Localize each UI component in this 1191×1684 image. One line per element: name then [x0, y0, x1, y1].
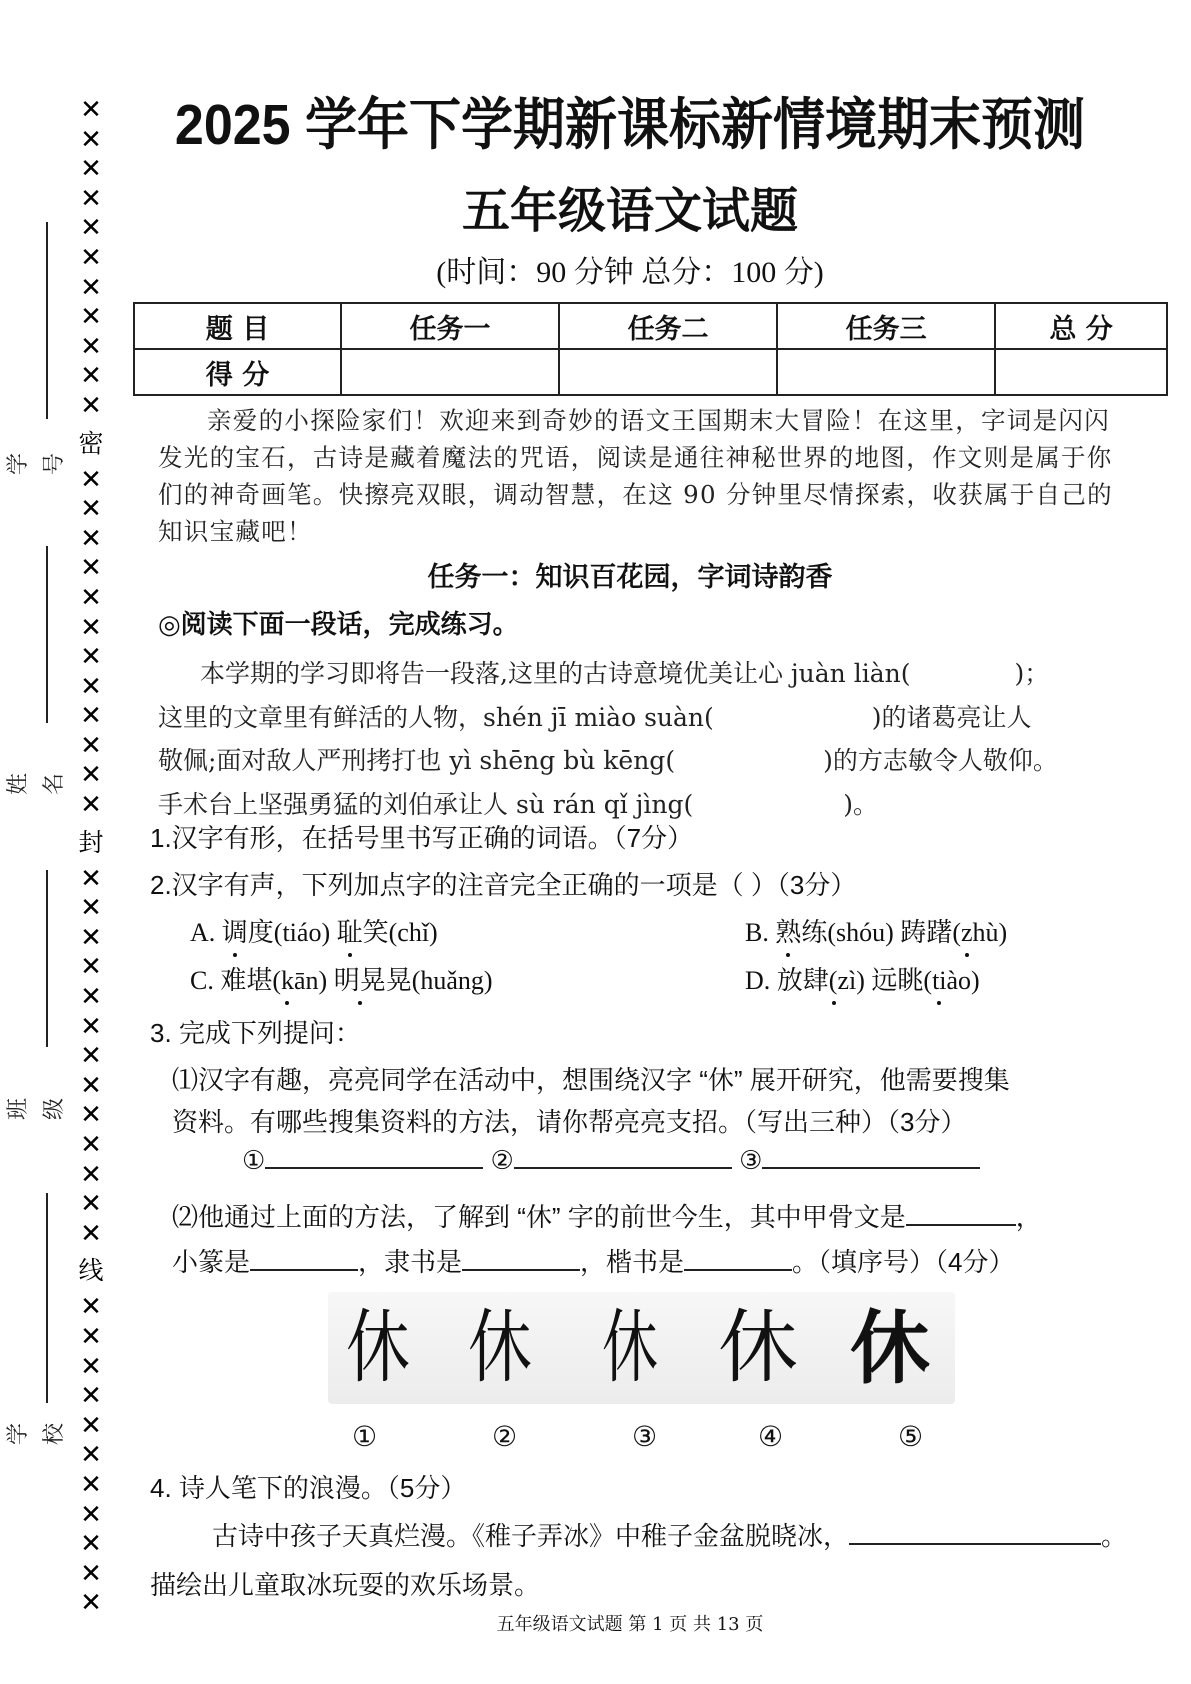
- option-d[interactable]: [745, 960, 980, 997]
- cross-mark-icon: ✕: [80, 1588, 102, 1619]
- glyph-regular: 休: [850, 1301, 930, 1395]
- question-3: 3. 完成下列提问：: [150, 1018, 361, 1048]
- field-line-school: [46, 1193, 48, 1403]
- dotted-char: 眺(tiào): [897, 960, 979, 997]
- cross-mark-icon: ✕: [80, 302, 102, 333]
- cross-mark-icon: ✕: [80, 331, 102, 362]
- dotted-char: 明晃: [334, 960, 386, 997]
- cross-mark-icon: ✕: [80, 523, 102, 554]
- answer-blank-method-2[interactable]: [514, 1143, 732, 1169]
- option-text: 笑(chǐ): [362, 918, 438, 947]
- passage-line: [158, 652, 1143, 696]
- question-4: 4. 诗人笔下的浪漫。（5分）: [150, 1473, 467, 1503]
- cross-mark-icon: ✕: [80, 790, 102, 821]
- cross-mark-icon: ✕: [80, 1440, 102, 1471]
- glyph-number: ③: [632, 1420, 658, 1453]
- pinyin-passage: [158, 652, 1143, 826]
- glyph-number: ②: [492, 1420, 518, 1453]
- blank-number: ①: [242, 1145, 266, 1175]
- option-text: 度(tiáo): [247, 918, 331, 947]
- cross-mark-icon: ✕: [80, 760, 102, 791]
- exam-subtitle: 五年级语文试题: [461, 185, 798, 238]
- cross-mark-icon: ✕: [80, 1351, 102, 1382]
- question-1: 1.汉字有形，在括号里书写正确的词语。（7分）: [150, 823, 694, 853]
- cross-mark-icon: ✕: [80, 1159, 102, 1190]
- cross-mark-icon: ✕: [80, 893, 102, 924]
- cross-mark-icon: ✕: [80, 1529, 102, 1560]
- score-cell-task3[interactable]: [777, 349, 995, 395]
- option-a[interactable]: [190, 912, 438, 949]
- seal-line-char: 密: [78, 428, 104, 458]
- question-text: 小篆是: [172, 1247, 251, 1277]
- answer-blank-regular[interactable]: [684, 1245, 792, 1271]
- question-3-1-blanks: [242, 1143, 980, 1176]
- cross-mark-icon: ✕: [80, 183, 102, 214]
- page-footer: 五年级语文试题 第 1 页 共 13 页: [496, 1614, 764, 1635]
- passage-text: 本学期的学习即将告一段落,这里的古诗意境优美让心 juàn liàn(: [200, 659, 911, 688]
- cross-mark-icon: ✕: [80, 1100, 102, 1131]
- field-label-class: 班级: [6, 1098, 67, 1121]
- cross-mark-icon: ✕: [80, 982, 102, 1013]
- cross-mark-icon: ✕: [80, 1130, 102, 1160]
- passage-line: [158, 696, 1143, 740]
- option-text: 放: [776, 966, 803, 995]
- intro-paragraph: [158, 402, 1118, 550]
- glyph-oracle-bone: 休: [346, 1301, 410, 1394]
- field-label-name: 姓名: [6, 773, 67, 796]
- seal-line-char: 线: [78, 1256, 104, 1286]
- dotted-char: 耻: [337, 912, 363, 949]
- passage-text: 这里的文章里有鲜活的人物，shén jī miào suàn(: [158, 702, 714, 732]
- answer-blank-oracle[interactable]: [906, 1200, 1016, 1226]
- answer-blank-poem-line[interactable]: [849, 1519, 1101, 1545]
- blank-number: ③: [739, 1145, 763, 1175]
- score-table-header-cell: 任务一: [341, 303, 559, 349]
- seal-line-column: [76, 96, 106, 1619]
- option-letter: C.: [190, 966, 214, 995]
- score-cell-task1[interactable]: [341, 349, 559, 395]
- glyph-seal: 休: [602, 1301, 658, 1394]
- cross-mark-icon: ✕: [80, 494, 102, 525]
- option-letter: A.: [190, 918, 216, 947]
- intro-text: 亲爱的小探险家们！欢迎来到奇妙的语文王国期末大冒险！在这里，字词是闪闪发光的宝石，古诗是藏着魔法的咒语，阅读是通往神秘世界的地图，作文则是属于你们的神奇画笔。快擦亮双眼，调动智慧，在这 90 分钟里尽情探索，收获属于自己的知识宝藏吧！: [158, 406, 1113, 546]
- answer-blank-method-3[interactable]: [762, 1143, 980, 1169]
- dotted-char: 堪(kān): [246, 960, 327, 997]
- glyph-number: ⑤: [898, 1420, 924, 1453]
- question-text: ，楷书是: [580, 1247, 685, 1277]
- blank-number: ②: [490, 1145, 514, 1175]
- cross-mark-icon: ✕: [80, 1011, 102, 1042]
- cross-mark-icon: ✕: [80, 730, 102, 761]
- field-line-name: [46, 546, 48, 723]
- cross-mark-icon: ✕: [80, 1469, 102, 1500]
- cross-mark-icon: ✕: [80, 1041, 102, 1072]
- task1-instruction: ◎阅读下面一段话，完成练习。: [158, 610, 519, 640]
- answer-blank-seal[interactable]: [250, 1245, 358, 1271]
- score-row-label: 得 分: [134, 349, 341, 395]
- cross-mark-icon: ✕: [80, 1321, 102, 1352]
- passage-text: 敬佩;面对敌人严刑拷打也 yì shēng bù kēng(: [158, 746, 676, 775]
- dotted-char: 调: [222, 912, 248, 949]
- exam-title: 2025 学年下学期新课标新情境期末预测: [174, 94, 1086, 157]
- seal-line-char: 封: [78, 827, 104, 857]
- cross-mark-icon: ✕: [80, 95, 102, 125]
- cross-mark-icon: ✕: [80, 124, 102, 155]
- cross-mark-icon: ✕: [80, 952, 102, 983]
- cross-mark-icon: ✕: [80, 361, 102, 392]
- question-3-2-line1: [172, 1197, 1042, 1234]
- cross-mark-icon: ✕: [80, 553, 102, 584]
- cross-mark-icon: ✕: [80, 1292, 102, 1323]
- option-c[interactable]: [190, 960, 493, 997]
- cross-mark-icon: ✕: [80, 154, 102, 185]
- cross-mark-icon: ✕: [80, 582, 102, 613]
- cross-mark-icon: ✕: [80, 1558, 102, 1589]
- task1-heading: 任务一：知识百花园，字词诗韵香: [427, 562, 833, 593]
- question-text: ，隶书是: [358, 1247, 463, 1277]
- cross-mark-icon: ✕: [80, 1070, 102, 1101]
- field-label-student-id: 学号: [6, 453, 67, 476]
- score-table: [133, 302, 1168, 396]
- cross-mark-icon: ✕: [80, 242, 102, 273]
- cross-mark-icon: ✕: [80, 1218, 102, 1249]
- option-text: 晃(huǎng): [385, 966, 493, 995]
- cross-mark-icon: ✕: [80, 922, 102, 953]
- time-and-score-info: (时间：90 分钟 总分：100 分): [436, 256, 824, 289]
- option-letter: D.: [745, 966, 771, 995]
- question-3-1-line1: ⑴汉字有趣，亮亮同学在活动中，想围绕汉字 “休” 展开研究，他需要搜集: [172, 1065, 1010, 1095]
- question-text: ⑵他通过上面的方法，了解到 “休” 字的前世今生，其中甲骨文是: [172, 1202, 906, 1232]
- cross-mark-icon: ✕: [80, 390, 102, 421]
- passage-text: )；: [1014, 659, 1050, 688]
- glyph-number: ④: [758, 1420, 784, 1453]
- glyph-number: ①: [352, 1420, 378, 1453]
- question-3-2-line2: [172, 1242, 1015, 1279]
- passage-text: 手术台上坚强勇猛的刘伯承让人 sù rán qǐ jìng(: [158, 789, 694, 819]
- cross-mark-icon: ✕: [80, 213, 102, 244]
- field-line-student-id: [46, 222, 48, 419]
- glyph-clerical: 休: [718, 1301, 798, 1394]
- score-cell-task2[interactable]: [559, 349, 777, 395]
- glyph-bronze: 休: [468, 1301, 532, 1394]
- passage-line: [158, 739, 1143, 783]
- question-4-line2: 描绘出儿童取冰玩耍的欢乐场景。: [150, 1570, 541, 1600]
- question-text: 。（填序号）（4分）: [792, 1247, 1015, 1277]
- score-table-header-cell: 任务二: [559, 303, 777, 349]
- dotted-char: 躇(zhù): [926, 912, 1007, 949]
- cross-mark-icon: ✕: [80, 272, 102, 303]
- cross-mark-icon: ✕: [80, 1381, 102, 1412]
- score-table-header-cell: 任务三: [777, 303, 995, 349]
- field-line-class: [46, 870, 48, 1047]
- option-letter: B.: [745, 918, 769, 947]
- option-b[interactable]: [745, 912, 1007, 949]
- option-text: 练(shóu): [801, 918, 894, 947]
- question-text: 。: [1101, 1521, 1128, 1551]
- option-text: 远: [871, 966, 898, 995]
- cross-mark-icon: ✕: [80, 1189, 102, 1220]
- question-text: ，: [1015, 1202, 1042, 1232]
- dotted-char: 肆(zì): [803, 960, 865, 997]
- question-3-1-line2: 资料。有哪些搜集资料的方法，请你帮亮亮支招。（写出三种）（3分）: [172, 1107, 967, 1137]
- answer-blank-method-1[interactable]: [265, 1143, 483, 1169]
- option-text: 难: [220, 966, 247, 995]
- question-2: 2.汉字有声，下列加点字的注音完全正确的一项是（ ）（3分）: [150, 870, 857, 900]
- question-text: 古诗中孩子天真烂漫。《稚子弄冰》中稚子金盆脱晓冰，: [212, 1521, 850, 1551]
- passage-text: )的方志敏令人敬仰。: [823, 746, 1058, 775]
- cross-mark-icon: ✕: [80, 612, 102, 643]
- question-4-line1: [212, 1516, 1127, 1553]
- cross-mark-icon: ✕: [80, 1410, 102, 1441]
- dotted-char: 熟: [775, 912, 801, 949]
- cross-mark-icon: ✕: [80, 863, 102, 894]
- cross-mark-icon: ✕: [80, 464, 102, 495]
- field-label-school: 学校: [6, 1423, 67, 1446]
- score-table-header-cell: 总 分: [995, 303, 1167, 349]
- answer-blank-clerical[interactable]: [462, 1245, 580, 1271]
- score-table-score-row: [134, 349, 1167, 395]
- cross-mark-icon: ✕: [80, 1499, 102, 1530]
- cross-mark-icon: ✕: [80, 671, 102, 702]
- cross-mark-icon: ✕: [80, 701, 102, 732]
- cross-mark-icon: ✕: [80, 642, 102, 673]
- score-cell-total[interactable]: [995, 349, 1167, 395]
- passage-text: )的诸葛亮让人: [871, 702, 1032, 732]
- passage-text: )。: [843, 789, 879, 819]
- option-text: 踌: [900, 918, 927, 947]
- score-table-header-cell: 题 目: [134, 303, 341, 349]
- score-table-header-row: [134, 303, 1167, 349]
